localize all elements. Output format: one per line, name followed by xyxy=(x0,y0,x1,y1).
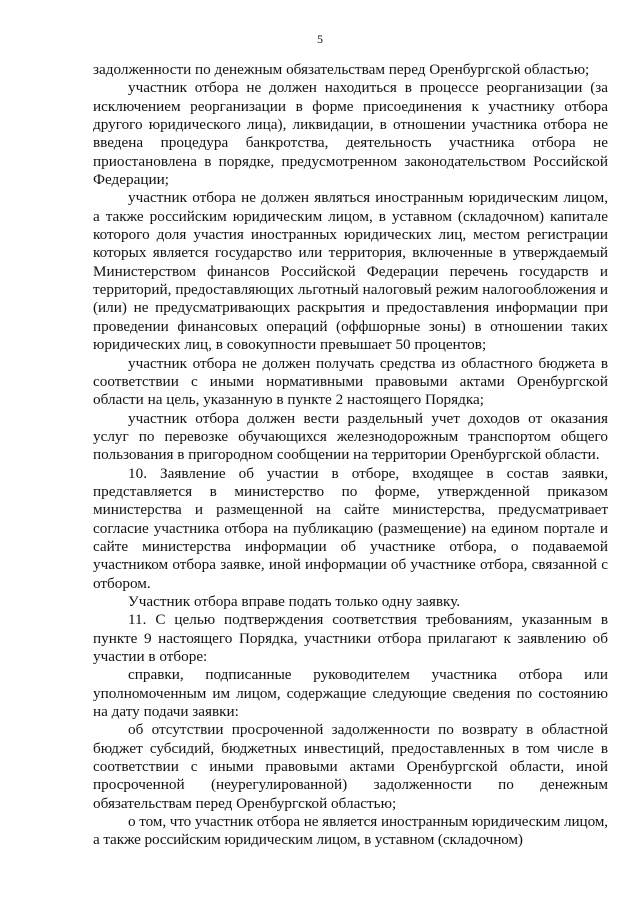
page-number: 5 xyxy=(317,32,323,46)
paragraph-separate-accounting: участник отбора должен вести раздельный учет доходов от оказания услуг по перевозке обучающихся железнодорожным транспортом общего пользования в пригородном сообщении на территории Оренбургской области. xyxy=(93,409,608,464)
paragraph-not-foreign-entity-statement: о том, что участник отбора не является иностранным юридическим лицом, а также российским юридическим лицом, в уставном (складочном) xyxy=(93,813,608,849)
paragraph-no-other-budget-funds: участник отбора не должен получать средства из областного бюджета в соответствии с иными нормативными правовыми актами Оренбургской области на цель, указанную в пункте 2 настоящего Порядка; xyxy=(93,354,608,409)
paragraph-one-application-only: Участник отбора вправе подать только одну заявку. xyxy=(128,592,461,610)
paragraph-item-11-documents: 11. С целью подтверждения соответствия требованиям, указанным в пункте 9 настоящего Порядка, участники отбора прилагают к заявлению об участии в отборе: xyxy=(93,611,608,665)
paragraph-certificates: справки, подписанные руководителем участника отбора или уполномоченным им лицом, содержащие следующие сведения по состоянию на дату подачи заявки: xyxy=(93,666,608,721)
paragraph-no-reorganization: участник отбора не должен находиться в процессе реорганизации (за исключением реорганизации в форме присоединения к участнику отбора другого юридического лица), ликвидации, в отношении участника отбора не введена процедура банкротства, деятельность участника отбора не приостановлена в порядке, предусмотренном законодательством Российской Федерации; xyxy=(93,79,608,189)
paragraph-no-overdue-debt: об отсутствии просроченной задолженности по возврату в областной бюджет субсидий, бюджетных инвестиций, предоставленных в том числе в соответствии с иными правовыми актами Оренбургской области, иной просроченной (неурегулированной) задолженности по денежным обязательствам перед Оренбургской областью; xyxy=(93,721,608,812)
document-body xyxy=(93,61,608,850)
paragraph-debt-continuation: задолженности по денежным обязательствам перед Оренбургской областью; xyxy=(93,61,590,78)
paragraph-item-10-application: 10. Заявление об участии в отборе, входящее в состав заявки, представляется в министерство по форме, утвержденной приказом министерства и размещенной на сайте министерства, предусматривает согласие участника отбора на публикацию (размещение) на едином портале и сайте министерства информации об участнике отбора, о подаваемой участником отбора заявке, иной информации об участнике отбора, связанной с отбором. xyxy=(93,464,608,592)
paragraph-not-foreign-entity: участник отбора не должен являться иностранным юридическим лицом, а также российским юридическим лицом, в уставном (складочном) капитале которого доля участия иностранных юридических лиц, местом регистрации которых является государство или территория, включенные в утверждаемый Министерством финансов Российской Федерации перечень государств и территорий, предоставляющих льготный налоговый режим налогообложения и (или) не предусматривающих раскрытия и предоставления информации при проведении финансовых операций (оффшорные зоны) в отношении таких юридических лиц, в совокупности превышает 50 процентов; xyxy=(93,189,608,354)
